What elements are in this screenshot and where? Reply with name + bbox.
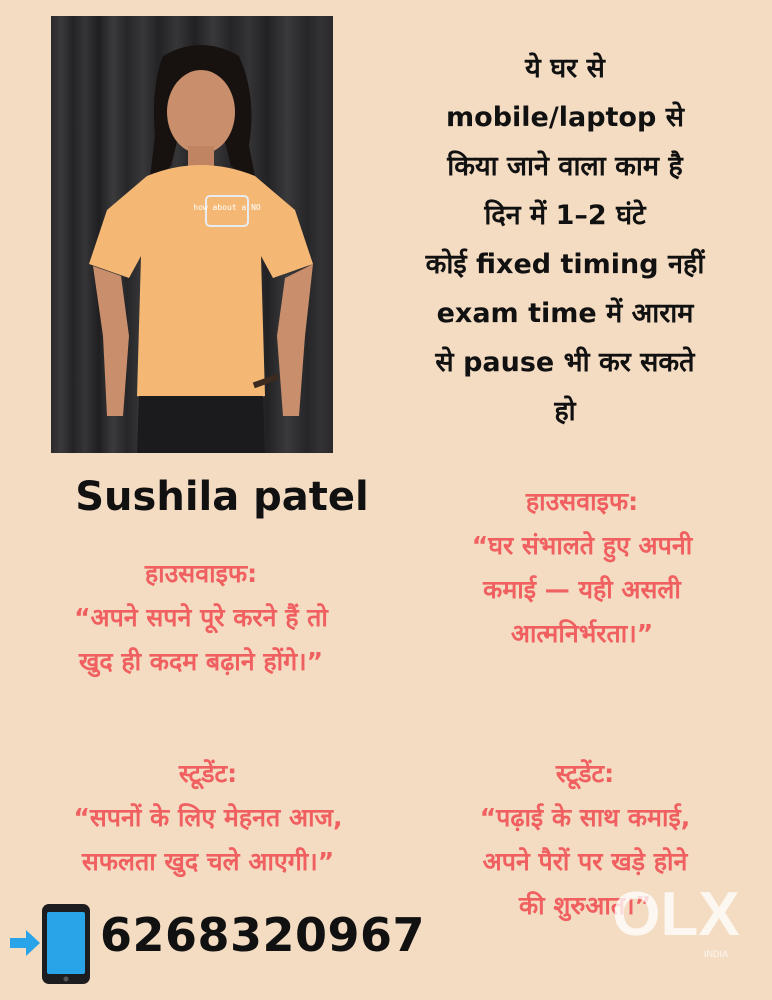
info-line: कोई fixed timing नहीं [425,249,705,280]
quote-line: अपने पैरों पर खड़े होने [482,847,688,876]
student-testimonial-left [8,752,408,884]
olx-india-text: INDIA [703,949,729,959]
quote-line: “सपनों के लिए मेहनत आज, [73,803,343,832]
phone-number[interactable]: 6268320967 [100,908,426,962]
info-line: mobile/laptop से [446,102,684,133]
quote-label: स्टूडेंट: [178,759,238,788]
quote-line: “पढ़ाई के साथ कमाई, [479,803,691,832]
phone-call-icon [10,902,94,986]
quote-line: कमाई — यही असली [483,575,681,604]
info-line: किया जाने वाला काम है [447,151,683,182]
info-line: ये घर से [525,53,605,84]
quote-line: “घर संभालते हुए अपनी [471,531,693,560]
shirt-text: how about a NO [193,203,261,212]
quote-label: स्टूडेंट: [555,759,615,788]
info-line: हो [554,396,576,427]
housewife-testimonial-left [8,552,394,684]
info-line: exam time में आराम [436,298,694,329]
person-name: Sushila patel [75,474,369,520]
info-line: से pause भी कर सकते [435,347,695,378]
housewife-testimonial-right [398,480,766,656]
person-illustration [51,16,333,453]
olx-logo-watermark [608,873,744,963]
quote-line: की शुरुआत।” [518,891,652,920]
quote-line: आत्मनिर्भरता।” [510,619,654,648]
job-info [380,44,750,436]
olx-logo-text: OLX [612,880,740,949]
profile-photo [51,16,333,453]
info-line: दिन में 1–2 घंटे [484,200,646,231]
quote-line: सफलता खुद चले आएगी।” [81,847,335,876]
quote-line: “अपने सपने पूरे करने हैं तो [74,603,328,632]
quote-line: खुद ही कदम बढ़ाने होंगे।” [78,647,324,676]
quote-label: हाउसवाइफ: [144,559,258,588]
quote-label: हाउसवाइफ: [525,487,639,516]
